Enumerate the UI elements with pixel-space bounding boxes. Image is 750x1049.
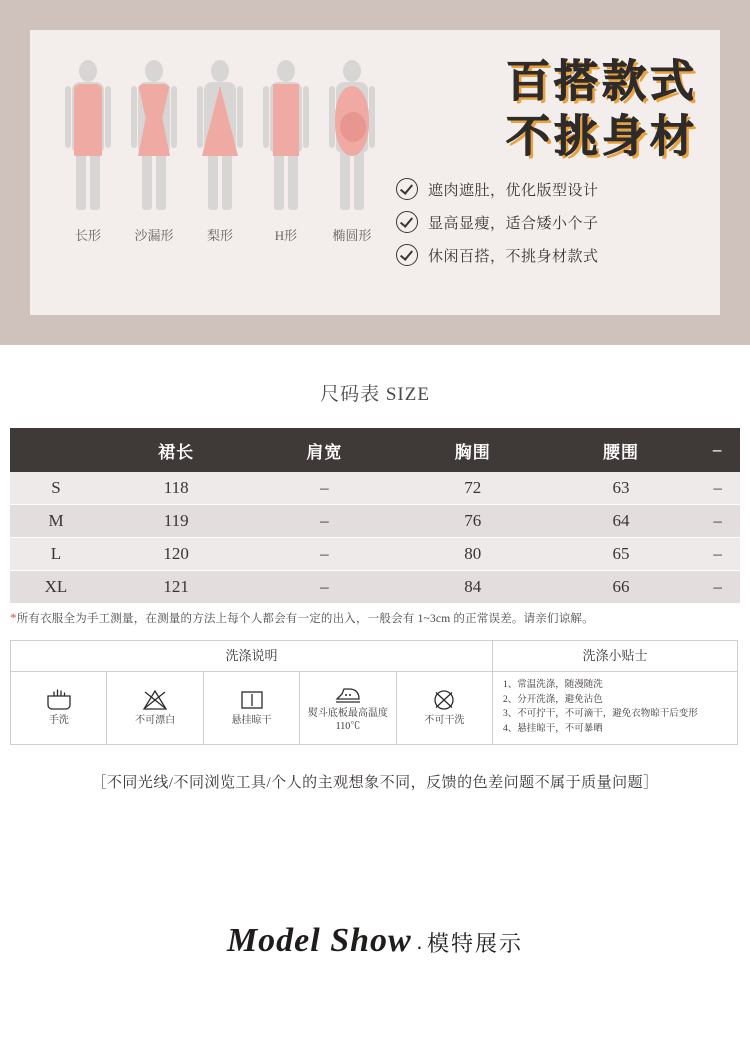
- care-caption: 熨斗底板最高温度110℃: [307, 708, 388, 732]
- headline-line-2: 不挑身材: [506, 112, 698, 161]
- table-cell: 80: [399, 538, 547, 571]
- table-header-cell: 肩宽: [250, 428, 398, 472]
- figure-pear: [192, 60, 248, 243]
- table-cell: –: [250, 571, 398, 604]
- mannequin-head-icon: [277, 60, 295, 82]
- mannequin-head-icon: [145, 60, 163, 82]
- table-cell-size: M: [10, 505, 102, 538]
- figure-label: 长形: [74, 228, 101, 243]
- table-header-cell: –: [695, 428, 740, 472]
- figure-label: 梨形: [206, 228, 233, 243]
- mannequin: [324, 60, 380, 210]
- banner-bullets: [396, 178, 696, 277]
- banner-panel: [30, 30, 720, 315]
- table-header-cell: [10, 428, 102, 472]
- table-header-cell: 裙长: [102, 428, 250, 472]
- care-caption: 悬挂晾干: [231, 715, 272, 727]
- table-cell: 65: [547, 538, 695, 571]
- model-show-cn: 模特展示: [427, 931, 524, 956]
- table-cell: 121: [102, 571, 250, 604]
- table-cell: 119: [102, 505, 250, 538]
- table-cell: –: [695, 538, 740, 571]
- table-cell: 76: [399, 505, 547, 538]
- mannequin-head-icon: [79, 60, 97, 82]
- care-item-no-dry-clean: [397, 672, 492, 744]
- figure-oval: [324, 60, 380, 243]
- mannequin: [192, 60, 248, 210]
- table-cell: 66: [547, 571, 695, 604]
- mannequin-head-icon: [343, 60, 361, 82]
- model-show-heading: [0, 922, 750, 960]
- bullet-item: [396, 211, 696, 233]
- check-icon: [396, 178, 418, 200]
- care-tip: 2、分开洗涤，避免沾色: [503, 694, 603, 705]
- check-icon: [396, 211, 418, 233]
- table-cell: 120: [102, 538, 250, 571]
- mannequin-arm-left: [65, 86, 71, 148]
- care-icon-row: [11, 672, 492, 744]
- hand-wash-icon: [44, 688, 74, 712]
- body-shape-figures: [60, 50, 390, 270]
- figure-label: H形: [274, 228, 298, 243]
- model-show-separator: ·: [415, 933, 424, 959]
- table-header-row: [10, 428, 740, 472]
- care-caption: 手洗: [48, 715, 69, 727]
- mannequin-leg-left: [340, 150, 350, 210]
- table-header-cell: 胸围: [399, 428, 547, 472]
- banner-headline: [506, 54, 698, 164]
- table-cell: 84: [399, 571, 547, 604]
- figure-label: 椭圆形: [332, 228, 372, 243]
- mannequin: [60, 60, 116, 210]
- care-item-line-dry: [204, 672, 300, 744]
- mannequin-leg-left: [208, 150, 218, 210]
- mannequin-arm-left: [131, 86, 137, 148]
- size-table-title: 尺码表 SIZE: [320, 384, 430, 405]
- care-item-hand-wash: [11, 672, 107, 744]
- figure-label: 沙漏形: [134, 228, 174, 243]
- mannequin-arm-left: [263, 86, 269, 148]
- no-dry-clean-icon: [429, 688, 459, 712]
- care-tip: 3、不可拧干，不可滴干，避免衣物晾干后变形: [503, 709, 698, 720]
- size-table-wrapper: [10, 428, 740, 604]
- table-row: [10, 538, 740, 571]
- table-row: [10, 505, 740, 538]
- table-cell: –: [695, 505, 740, 538]
- care-tip: 1、常温洗涤，随漫随洗: [503, 680, 603, 690]
- table-cell: 118: [102, 472, 250, 505]
- mannequin-leg-right: [288, 150, 298, 210]
- table-cell-size: XL: [10, 571, 102, 604]
- mannequin-arm-right: [105, 86, 111, 148]
- care-right-header: 洗涤小贴士: [493, 641, 737, 672]
- table-cell: 63: [547, 472, 695, 505]
- table-cell: 72: [399, 472, 547, 505]
- mannequin-arm-right: [237, 86, 243, 148]
- mannequin: [258, 60, 314, 210]
- measurement-note: [10, 610, 740, 626]
- table-cell-size: L: [10, 538, 102, 571]
- care-item-no-bleach: [107, 672, 203, 744]
- mannequin-arm-left: [197, 86, 203, 148]
- bullet-label: 休闲百搭，不挑身材款式: [428, 248, 599, 265]
- care-right-panel: [493, 641, 737, 744]
- figure-rectangle: [60, 60, 116, 243]
- care-caption: 不可干洗: [424, 715, 465, 727]
- care-tip: 4、悬挂晾干，不可暴晒: [503, 724, 603, 735]
- figure-h-shape: [258, 60, 314, 243]
- table-cell: –: [695, 472, 740, 505]
- care-caption: 不可漂白: [135, 715, 176, 727]
- table-cell: –: [250, 505, 398, 538]
- model-show-en: Model Show: [226, 922, 412, 959]
- no-bleach-icon: [140, 688, 170, 712]
- care-left-panel: [11, 641, 493, 744]
- headline-line-1: 百搭款式: [506, 57, 698, 106]
- mannequin-leg-left: [274, 150, 284, 210]
- mannequin-leg-left: [142, 150, 152, 210]
- figure-hourglass: [126, 60, 182, 243]
- note-asterisk: *: [10, 610, 17, 625]
- line-dry-icon: [237, 688, 267, 712]
- care-instructions: [10, 640, 738, 745]
- table-row: [10, 472, 740, 505]
- check-icon: [396, 244, 418, 266]
- table-header-cell: 腰围: [547, 428, 695, 472]
- bullet-item: [396, 178, 696, 200]
- table-cell: –: [250, 472, 398, 505]
- top-banner: [0, 0, 750, 345]
- care-item-iron: [300, 672, 396, 744]
- bullet-label: 显高显瘦，适合矮小个子: [428, 215, 599, 232]
- mannequin-arm-right: [303, 86, 309, 148]
- table-row: [10, 571, 740, 604]
- mannequin-arm-right: [171, 86, 177, 148]
- table-cell: –: [250, 538, 398, 571]
- shape-overlay-h: [273, 84, 299, 156]
- mannequin-leg-right: [222, 150, 232, 210]
- mannequin-leg-right: [90, 150, 100, 210]
- bullet-item: [396, 244, 696, 266]
- care-tips-list: [493, 672, 737, 741]
- mannequin-leg-right: [354, 150, 364, 210]
- shape-overlay-oval-belly: [340, 112, 366, 142]
- size-table: [10, 428, 740, 604]
- mannequin: [126, 60, 182, 210]
- mannequin-leg-left: [76, 150, 86, 210]
- note-text: 所有衣服全为手工测量，在测量的方法上每个人都会有一定的出入，一般会有 1~3cm 的正常误差。请亲们谅解。: [16, 613, 594, 625]
- mannequin-leg-right: [156, 150, 166, 210]
- table-cell: –: [695, 571, 740, 604]
- care-left-header: 洗涤说明: [11, 641, 492, 672]
- table-cell: 64: [547, 505, 695, 538]
- bullet-label: 遮肉遮肚，优化版型设计: [428, 182, 599, 199]
- shape-overlay-rectangle: [74, 84, 102, 156]
- table-cell-size: S: [10, 472, 102, 505]
- iron-icon: [333, 683, 363, 705]
- color-disclaimer: ［不同光线/不同浏览工具/个人的主观想象不同，反馈的色差问题不属于质量问题］: [91, 775, 659, 791]
- mannequin-arm-right: [369, 86, 375, 148]
- mannequin-head-icon: [211, 60, 229, 82]
